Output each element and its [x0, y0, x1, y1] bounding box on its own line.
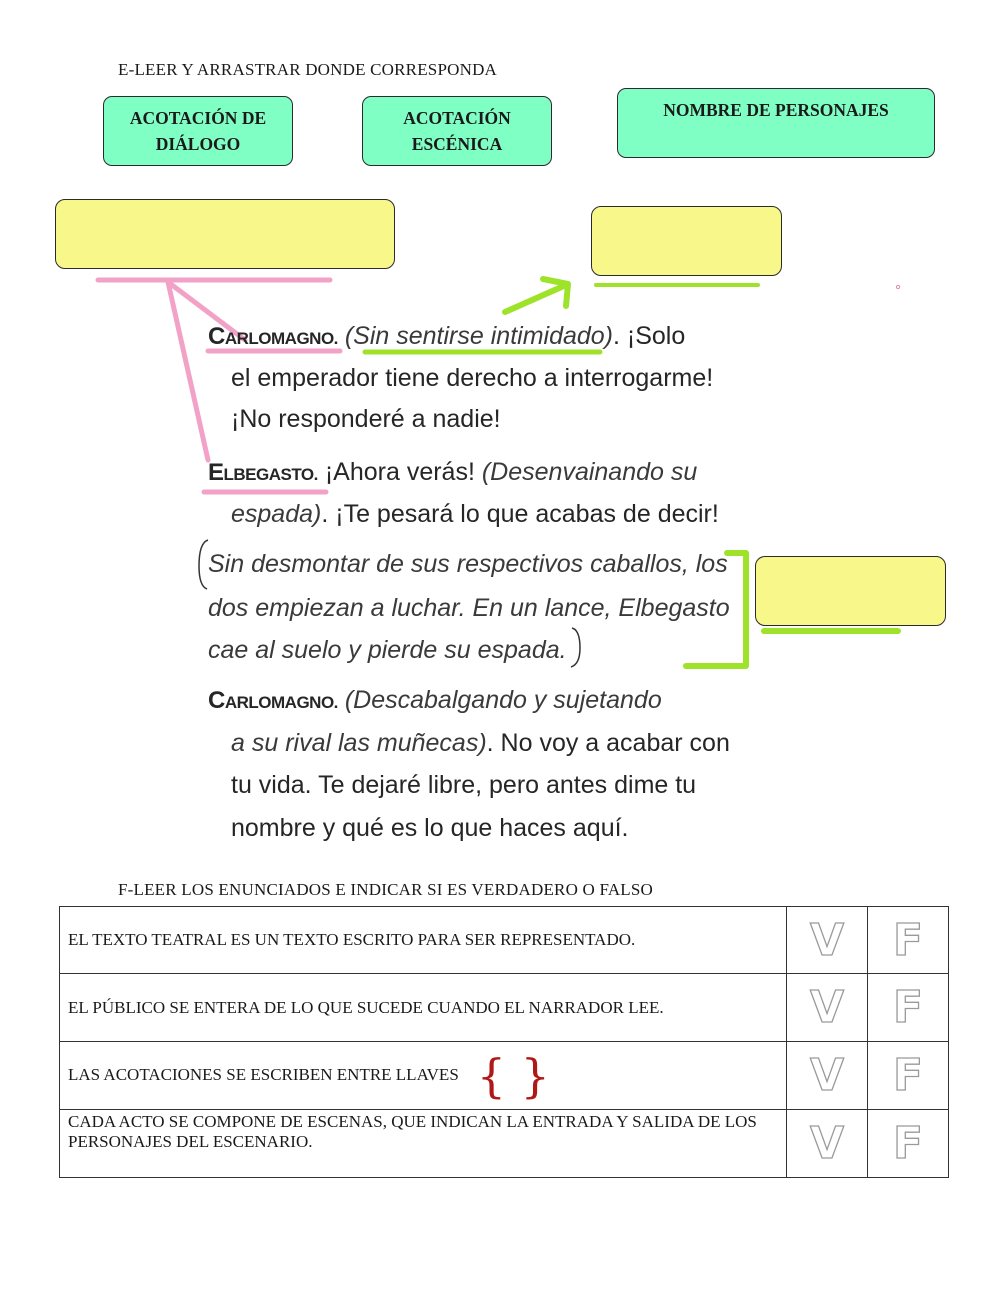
script-line — [208, 550, 728, 579]
script-line: el emperador tiene derecho a interrogarme! — [231, 364, 714, 392]
scenic-stage-direction: dos empiezan a luchar. En un lance, Elbegasto — [208, 594, 730, 622]
braces-icon: { } — [476, 1049, 550, 1104]
character-name: LBEGASTO. — [223, 465, 318, 484]
table-row — [60, 974, 949, 1042]
dialogue-text: . No voy a acabar con — [486, 729, 730, 757]
script-line — [208, 458, 697, 487]
dialogue-text: ¡Ahora verás! — [324, 458, 475, 486]
script-line — [208, 686, 662, 715]
statement — [60, 1042, 787, 1110]
section-e-title: E-LEER Y ARRASTRAR DONDE CORRESPONDA — [118, 60, 498, 79]
script-line — [208, 636, 567, 665]
table-row — [60, 1042, 949, 1110]
chip-line: ACOTACIÓN DE — [129, 108, 267, 128]
dialogue-text: . ¡Te pesará lo que acabas de decir! — [321, 500, 719, 528]
scenic-stage-direction: cae al suelo y pierde su espada. — [208, 636, 567, 664]
v-letter-icon: V — [809, 914, 845, 966]
true-option[interactable] — [787, 974, 868, 1042]
open-bracket — [199, 540, 208, 589]
script-line — [231, 500, 719, 529]
statement: CADA ACTO SE COMPONE DE ESCENAS, QUE INDICAN LA ENTRADA Y SALIDA DE LOS PERSONAJES DEL ESCENARIO. — [60, 1110, 787, 1178]
chip-line: ESCÉNICA — [411, 134, 503, 154]
script-line — [208, 594, 730, 623]
script-line: ¡No responderé a nadie! — [231, 405, 501, 433]
v-letter-icon: V — [809, 1118, 845, 1169]
true-option[interactable] — [787, 907, 868, 974]
character-name-initial: E — [208, 459, 224, 486]
f-letter-icon: F — [892, 914, 924, 966]
dot-mark — [896, 285, 899, 288]
dialogue-stage-direction: (Desenvainando su — [481, 458, 698, 486]
false-option[interactable] — [868, 907, 949, 974]
false-option[interactable] — [868, 1042, 949, 1110]
character-name-initial: C — [208, 323, 225, 350]
chip-line: ACOTACIÓN — [403, 108, 511, 128]
statement: EL TEXTO TEATRAL ES UN TEXTO ESCRITO PARA SER REPRESENTADO. — [60, 907, 787, 974]
green-arrow-shaft — [505, 285, 566, 312]
dialogue-text: . ¡Solo — [613, 322, 686, 350]
dialogue-stage-direction: espada) — [231, 500, 322, 528]
script-line — [231, 729, 730, 758]
true-option[interactable] — [787, 1110, 868, 1178]
false-option[interactable] — [868, 974, 949, 1042]
dialogue-stage-direction: (Descabalgando y sujetando — [344, 686, 662, 714]
script-line: nombre y qué es lo que haces aquí. — [231, 814, 629, 842]
v-letter-icon: V — [809, 1050, 845, 1101]
true-false-table — [59, 906, 949, 1178]
section-f-title: F-LEER LOS ENUNCIADOS E INDICAR SI ES VERDADERO O FALSO — [118, 880, 654, 899]
false-option[interactable] — [868, 1110, 949, 1178]
dialogue-stage-direction: a su rival las muñecas) — [231, 729, 487, 757]
character-name: ARLOMAGNO. — [224, 329, 338, 348]
statement-text: LAS ACOTACIONES SE ESCRIBEN ENTRE LLAVES — [68, 1064, 459, 1084]
chip-line: NOMBRE DE PERSONAJES — [663, 100, 889, 120]
f-letter-icon: F — [892, 982, 924, 1033]
dialogue-stage-direction: (Sin sentirse intimidado) — [344, 322, 614, 350]
script-line: tu vida. Te dejaré libre, pero antes dime tu — [231, 771, 697, 799]
table-row — [60, 907, 949, 974]
character-name: ARLOMAGNO. — [224, 693, 338, 712]
f-letter-icon: F — [892, 1050, 924, 1101]
v-letter-icon: V — [809, 982, 845, 1033]
close-bracket — [571, 628, 580, 667]
scenic-stage-direction: Sin desmontar de sus respectivos caballos, los — [208, 550, 728, 578]
table-row — [60, 1110, 949, 1178]
f-letter-icon: F — [892, 1118, 924, 1169]
character-name-initial: C — [208, 687, 225, 714]
script-line — [208, 322, 685, 351]
true-option[interactable] — [787, 1042, 868, 1110]
chip-line: DIÁLOGO — [155, 134, 241, 154]
statement: EL PÚBLICO SE ENTERA DE LO QUE SUCEDE CUANDO EL NARRADOR LEE. — [60, 974, 787, 1042]
